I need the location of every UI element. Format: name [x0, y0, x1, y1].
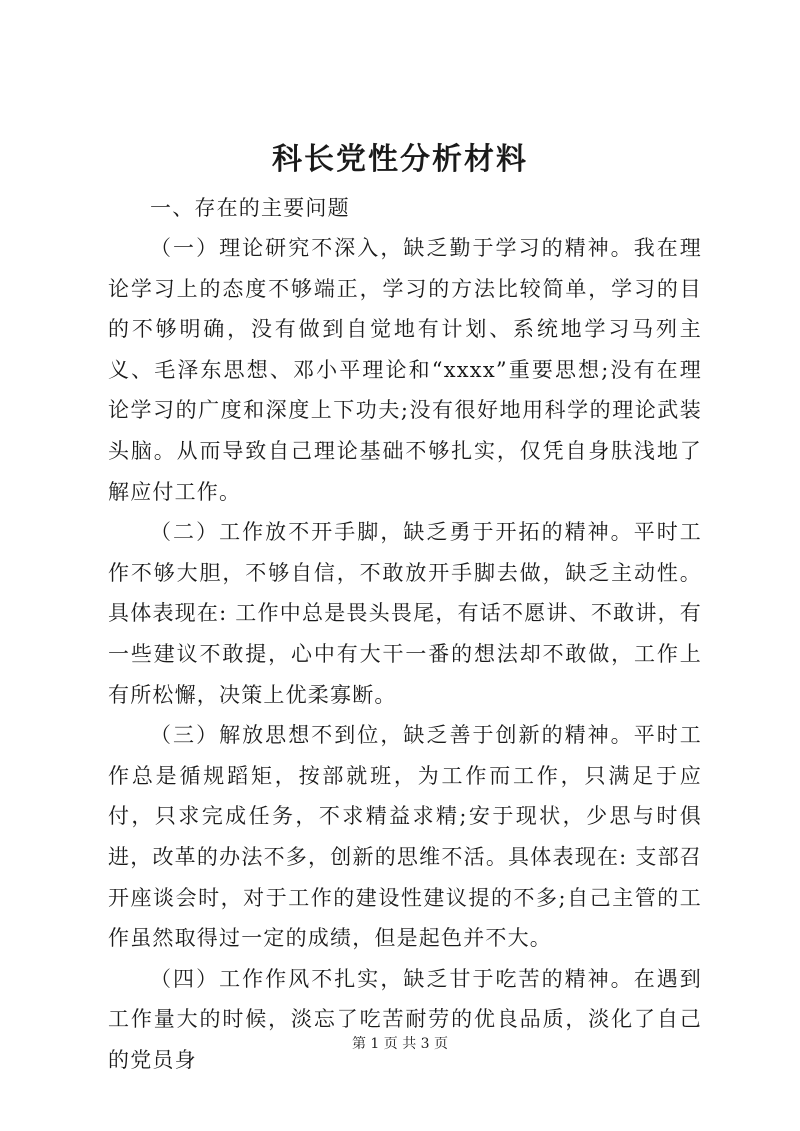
paragraph-2: （二）工作放不开手脚，缺乏勇于开拓的精神。平时工作不够大胆，不够自信，不敢放开手脚去做，缺乏主动性。具体表现在: 工作中总是畏头畏尾，有话不愿讲、不敢讲，有一些建议不敢提，心中有大干一番的想法却不敢做，工作上有所松懈，决策上优柔寡断。	[108, 520, 702, 707]
document-title: 科长党性分析材料	[272, 142, 528, 177]
document-body	[108, 188, 702, 1080]
paragraph-1: （一）理论研究不深入，缺乏勤于学习的精神。我在理论学习上的态度不够端正，学习的方法比较简单，学习的目的不够明确，没有做到自觉地有计划、系统地学习马列主义、毛泽东思想、邓小平理论和“xxxx”重要思想;没有在理论学习的广度和深度上下功夫;没有很好地用科学的理论武装头脑。从而导致自己理论基础不够扎实，仅凭自身肤浅地了解应付工作。	[108, 236, 702, 504]
page-number-footer: 第 1 页 共 3 页	[351, 1036, 449, 1052]
paragraph-4: （四）工作作风不扎实，缺乏甘于吃苦的精神。在遇到工作量大的时候，淡忘了吃苦耐劳的优良品质，淡化了自己的党员身	[108, 966, 702, 1072]
section-heading: 一、存在的主要问题	[150, 196, 350, 220]
paragraph-3: （三）解放思想不到位，缺乏善于创新的精神。平时工作总是循规蹈矩，按部就班，为工作而工作，只满足于应付，只求完成任务，不求精益求精;安于现状，少思与时俱进，改革的办法不多，创新的思维不活。具体表现在: 支部召开座谈会时，对于工作的建设性建议提的不多;自己主管的工作虽然取得过一定的成绩，但是起色并不大。	[108, 723, 702, 951]
